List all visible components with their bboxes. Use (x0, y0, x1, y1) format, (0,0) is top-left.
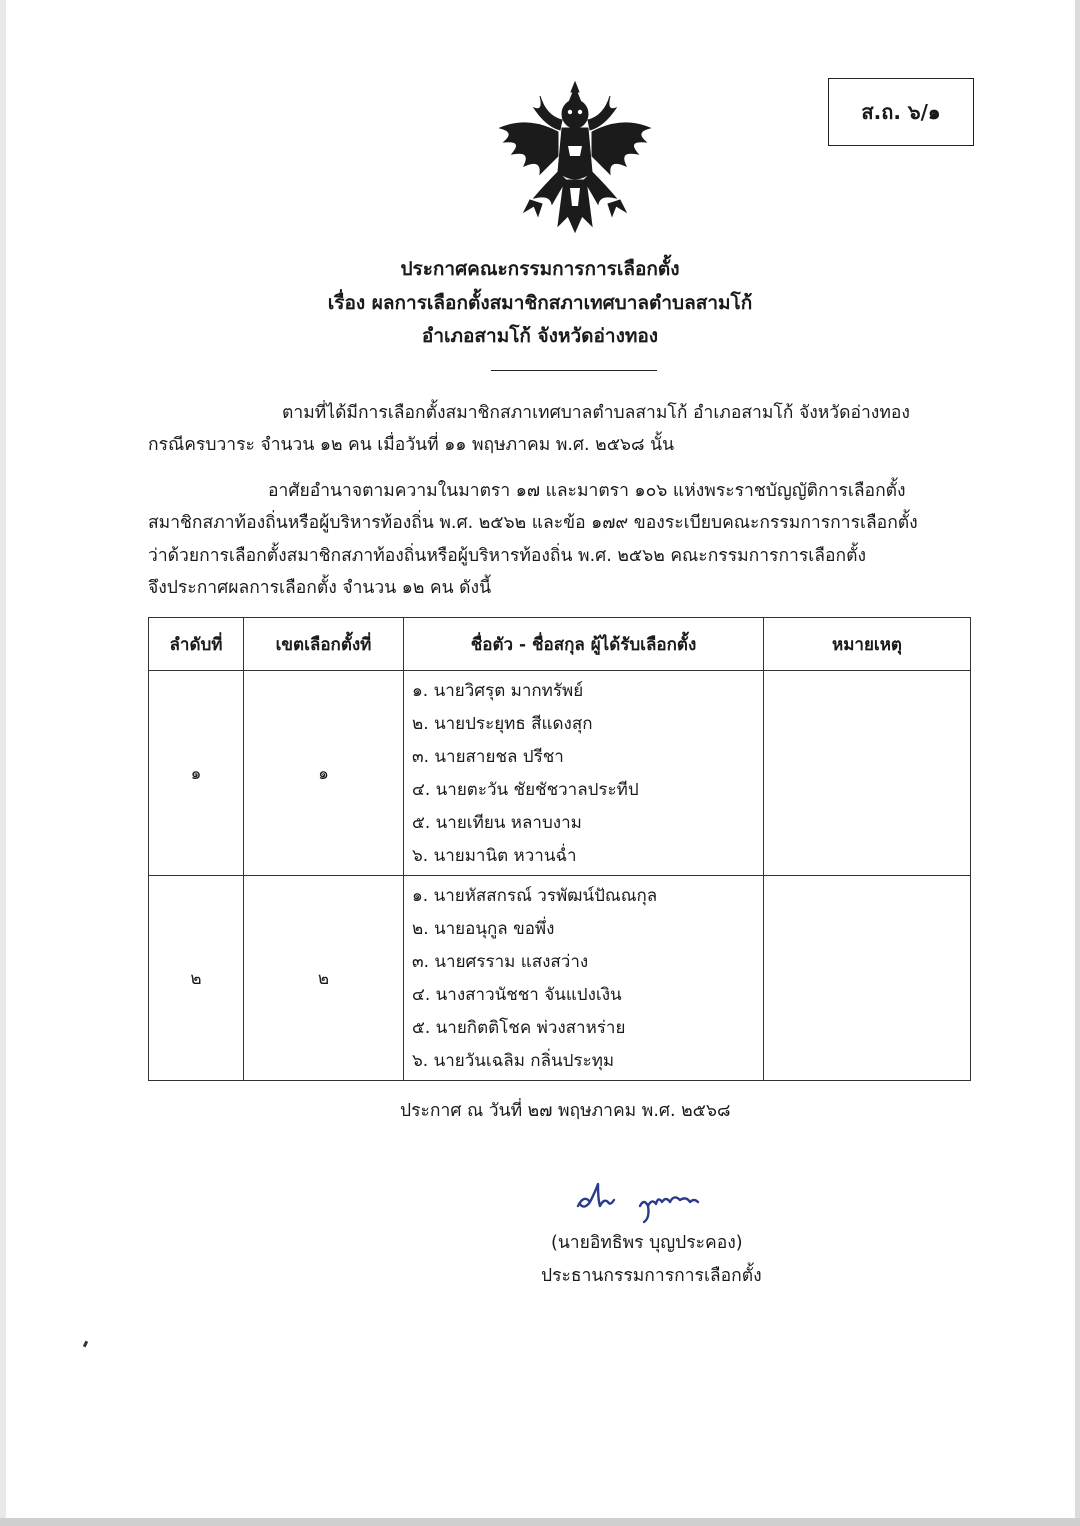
row-note (764, 671, 971, 876)
announcement-subject: เรื่อง ผลการเลือกตั้งสมาชิกสภาเทศบาลตำบลสามโก้ (327, 292, 753, 314)
elected-name: ๓. นายศรราม แสงสว่าง (412, 952, 589, 972)
signer-name: (นายอิทธิพร บุญประคอง) (551, 1233, 743, 1253)
form-code-text: ส.ถ. ๖/๑ (861, 100, 941, 124)
announcement-title: ประกาศคณะกรรมการการเลือกตั้ง (400, 258, 680, 280)
election-results-table (148, 617, 971, 1081)
paragraph2-line4: จึงประกาศผลการเลือกตั้ง จำนวน ๑๒ คน ดังนี้ (148, 578, 492, 598)
heading-divider (491, 370, 657, 371)
elected-name: ๖. นายวันเฉลิม กลิ่นประทุม (412, 1051, 615, 1071)
signer-title: ประธานกรรมการการเลือกตั้ง (541, 1266, 762, 1286)
elected-name: ๔. นางสาวนัชชา จันแปงเงิน (412, 985, 622, 1005)
page-bottom-shadow (0, 1518, 1080, 1526)
row-order: ๑ (149, 671, 244, 876)
paragraph1-line1: ตามที่ได้มีการเลือกตั้งสมาชิกสภาเทศบาลตำบลสามโก้ อำเภอสามโก้ จังหวัดอ่างทอง (282, 403, 910, 423)
page-edge-shadow (0, 0, 6, 1526)
elected-name: ๒. นายประยุทธ สีแดงสุก (412, 714, 593, 734)
paragraph2-line1: อาศัยอำนาจตามความในมาตรา ๑๗ และมาตรา ๑๐๖ แห่งพระราชบัญญัติการเลือกตั้ง (268, 481, 906, 501)
paragraph2-line2: สมาชิกสภาท้องถิ่นหรือผู้บริหารท้องถิ่น พ.ศ. ๒๕๖๒ และข้อ ๑๗๙ ของระเบียบคณะกรรมการการเลือกตั้ง (148, 513, 918, 533)
announcement-location: อำเภอสามโก้ จังหวัดอ่างทอง (421, 325, 659, 347)
form-code-box (828, 78, 974, 146)
header-district: เขตเลือกตั้งที่ (244, 618, 404, 671)
handwritten-signature (570, 1180, 720, 1226)
header-note: หมายเหตุ (764, 618, 971, 671)
elected-name: ๔. นายตะวัน ชัยชัชวาลประทีป (412, 780, 639, 800)
elected-name: ๕. นายเทียน หลาบงาม (412, 813, 582, 833)
elected-name: ๓. นายสายชล ปรีชา (412, 747, 564, 767)
elected-name: ๑. นายวิศรุต มากทรัพย์ (412, 681, 584, 701)
scan-speck (83, 1341, 88, 1348)
row-note (764, 876, 971, 1081)
elected-name: ๕. นายกิตติโชค พ่วงสาหร่าย (412, 1018, 626, 1038)
elected-name: ๖. นายมานิต หวานฉ่ำ (412, 846, 577, 866)
elected-name: ๒. นายอนุกูล ขอพึ่ง (412, 919, 555, 939)
announcement-date: ประกาศ ณ วันที่ ๒๗ พฤษภาคม พ.ศ. ๒๕๖๘ (400, 1101, 731, 1121)
header-order: ลำดับที่ (149, 618, 244, 671)
row-district: ๒ (244, 876, 404, 1081)
page-edge-shadow-right (1075, 0, 1080, 1526)
table-row (149, 876, 971, 1081)
elected-name: ๑. นายหัสสกรณ์ วรพัฒน์ปัณณกุล (412, 886, 658, 906)
row-order: ๒ (149, 876, 244, 1081)
row-district: ๑ (244, 671, 404, 876)
table-row (149, 671, 971, 876)
paragraph2-line3: ว่าด้วยการเลือกตั้งสมาชิกสภาท้องถิ่นหรือผู้บริหารท้องถิ่น พ.ศ. ๒๕๖๒ คณะกรรมการการเลือกตั้ง (148, 546, 866, 566)
row-names (404, 671, 764, 876)
garuda-emblem-icon (494, 76, 656, 236)
table-header-row (149, 618, 971, 671)
header-name: ชื่อตัว - ชื่อสกุล ผู้ได้รับเลือกตั้ง (404, 618, 764, 671)
paragraph1-line2: กรณีครบวาระ จำนวน ๑๒ คน เมื่อวันที่ ๑๑ พฤษภาคม พ.ศ. ๒๕๖๘ นั้น (148, 435, 675, 455)
row-names (404, 876, 764, 1081)
